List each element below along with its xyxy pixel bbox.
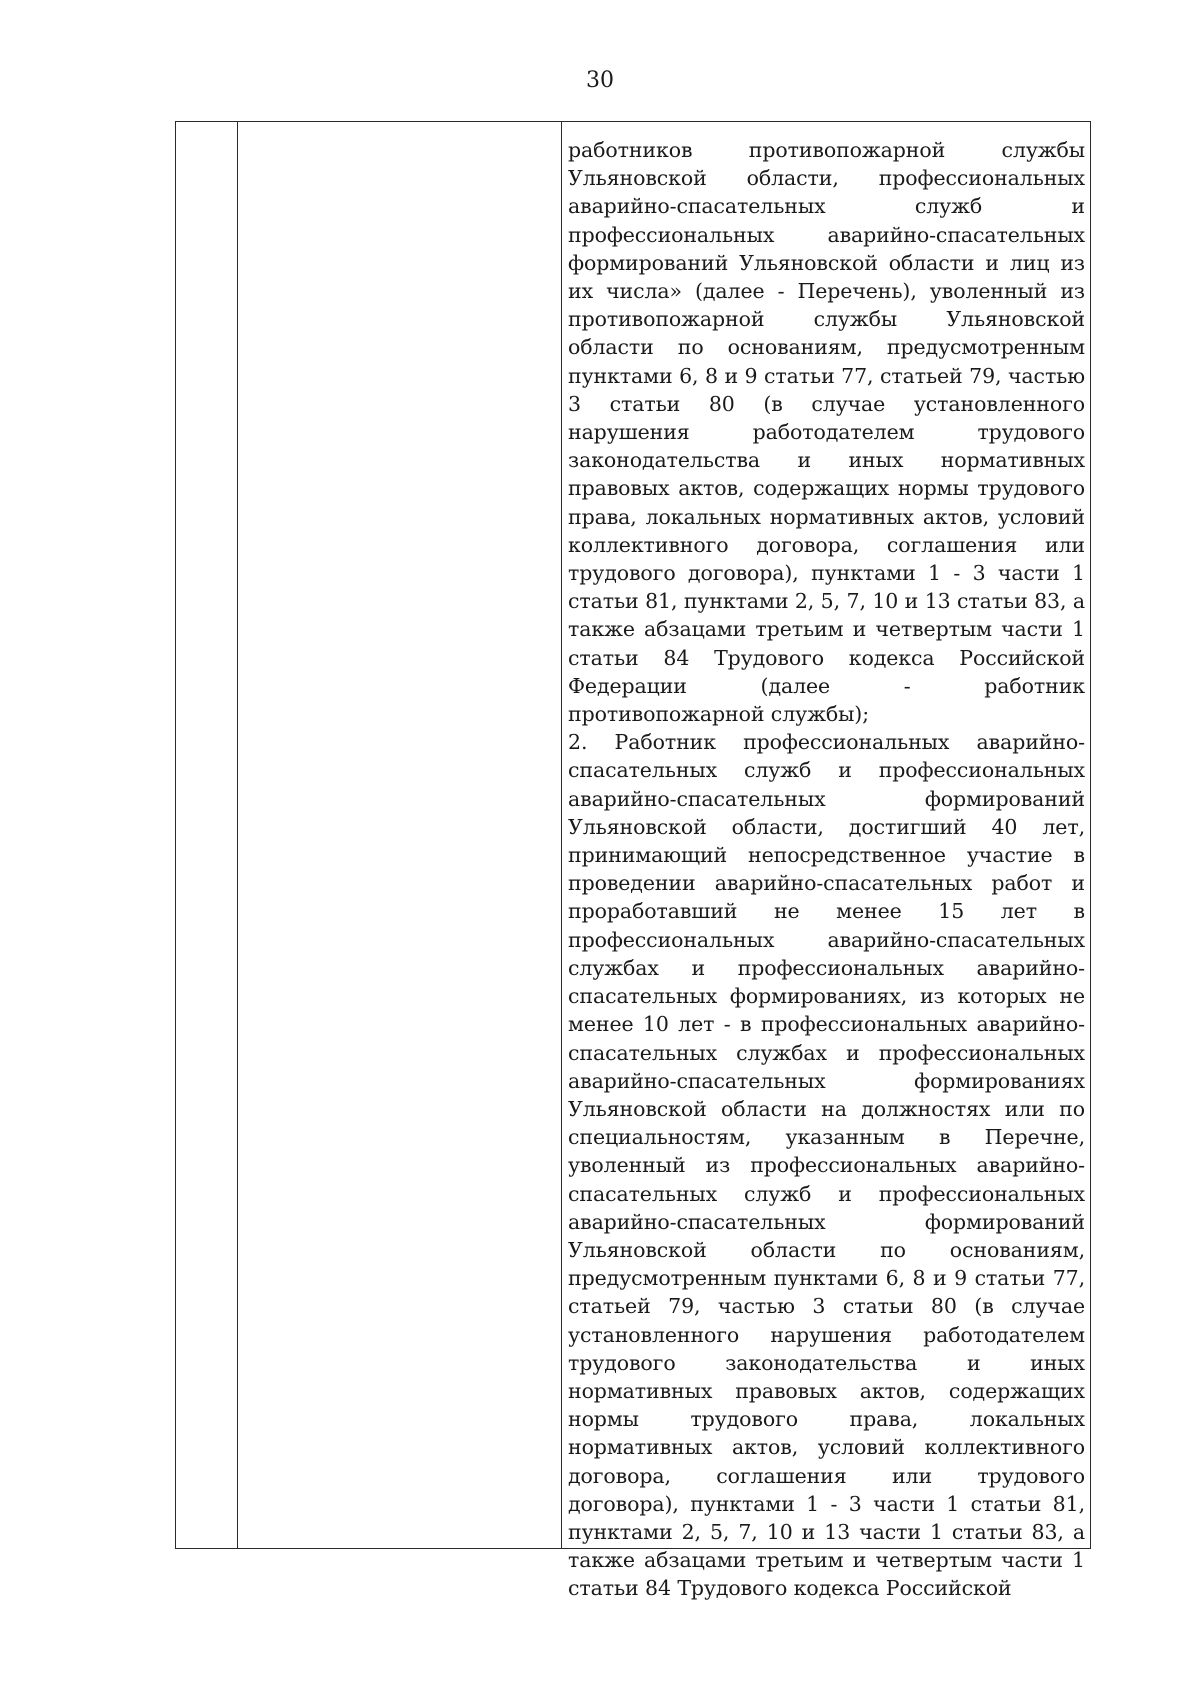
column-divider-1 bbox=[237, 122, 238, 1548]
table-cell-text bbox=[568, 136, 1085, 1603]
page-number: 30 bbox=[586, 68, 614, 93]
document-table bbox=[175, 121, 1091, 1601]
paragraph-employee-fire-service: работников противопожарной службы Ульяновской области, профессиональных аварийно-спасательных служб и профессиональных аварийно-спасательных формирований Ульяновской области и лиц из их числа» (далее - Перечень), уволенный из противопожарной службы Ульяновской области по основаниям, предусмотренным пунктами 6, 8 и 9 статьи 77, статьей 79, частью 3 статьи 80 (в случае установленного нарушения работодателем трудового законодательства и иных нормативных правовых актов, содержащих нормы трудового права, локальных нормативных актов, условий коллективного договора, соглашения или трудового договора), пунктами 1 - 3 части 1 статьи 81, пунктами 2, 5, 7, 10 и 13 статьи 83, а также абзацами третьим и четвертым части 1 статьи 84 Трудового кодекса Российской Федерации (далее - работник противопожарной службы); bbox=[568, 138, 1085, 727]
column-divider-2 bbox=[561, 122, 562, 1548]
paragraph-rescue-service-employee: 2. Работник профессиональных аварийно-спасательных служб и профессиональных аварийно-спасательных формирований Ульяновской области, достигший 40 лет, принимающий непосредственное участие в проведении аварийно-спасательных работ и проработавший не менее 15 лет в профессиональных аварийно-спасательных службах и профессиональных аварийно-спасательных формированиях, из которых не менее 10 лет - в профессиональных аварийно-спасательных службах и профессиональных аварийно-спасательных формированиях Ульяновской области на должностях или по специальностям, указанным в Перечне, уволенный из профессиональных аварийно-спасательных служб и профессиональных аварийно-спасательных формирований Ульяновской области по основаниям, предусмотренным пунктами 6, 8 и 9 статьи 77, статьей 79, частью 3 статьи 80 (в случае установленного нарушения работодателем трудового законодательства и иных нормативных правовых актов, содержащих нормы трудового права, локальных нормативных актов, условий коллективного договора, соглашения или трудового договора), пунктами 1 - 3 части 1 статьи 81, пунктами 2, 5, 7, 10 и 13 части 1 статьи 83, а также абзацами третьим и четвертым части 1 статьи 84 Трудового кодекса Российской bbox=[568, 730, 1085, 1601]
